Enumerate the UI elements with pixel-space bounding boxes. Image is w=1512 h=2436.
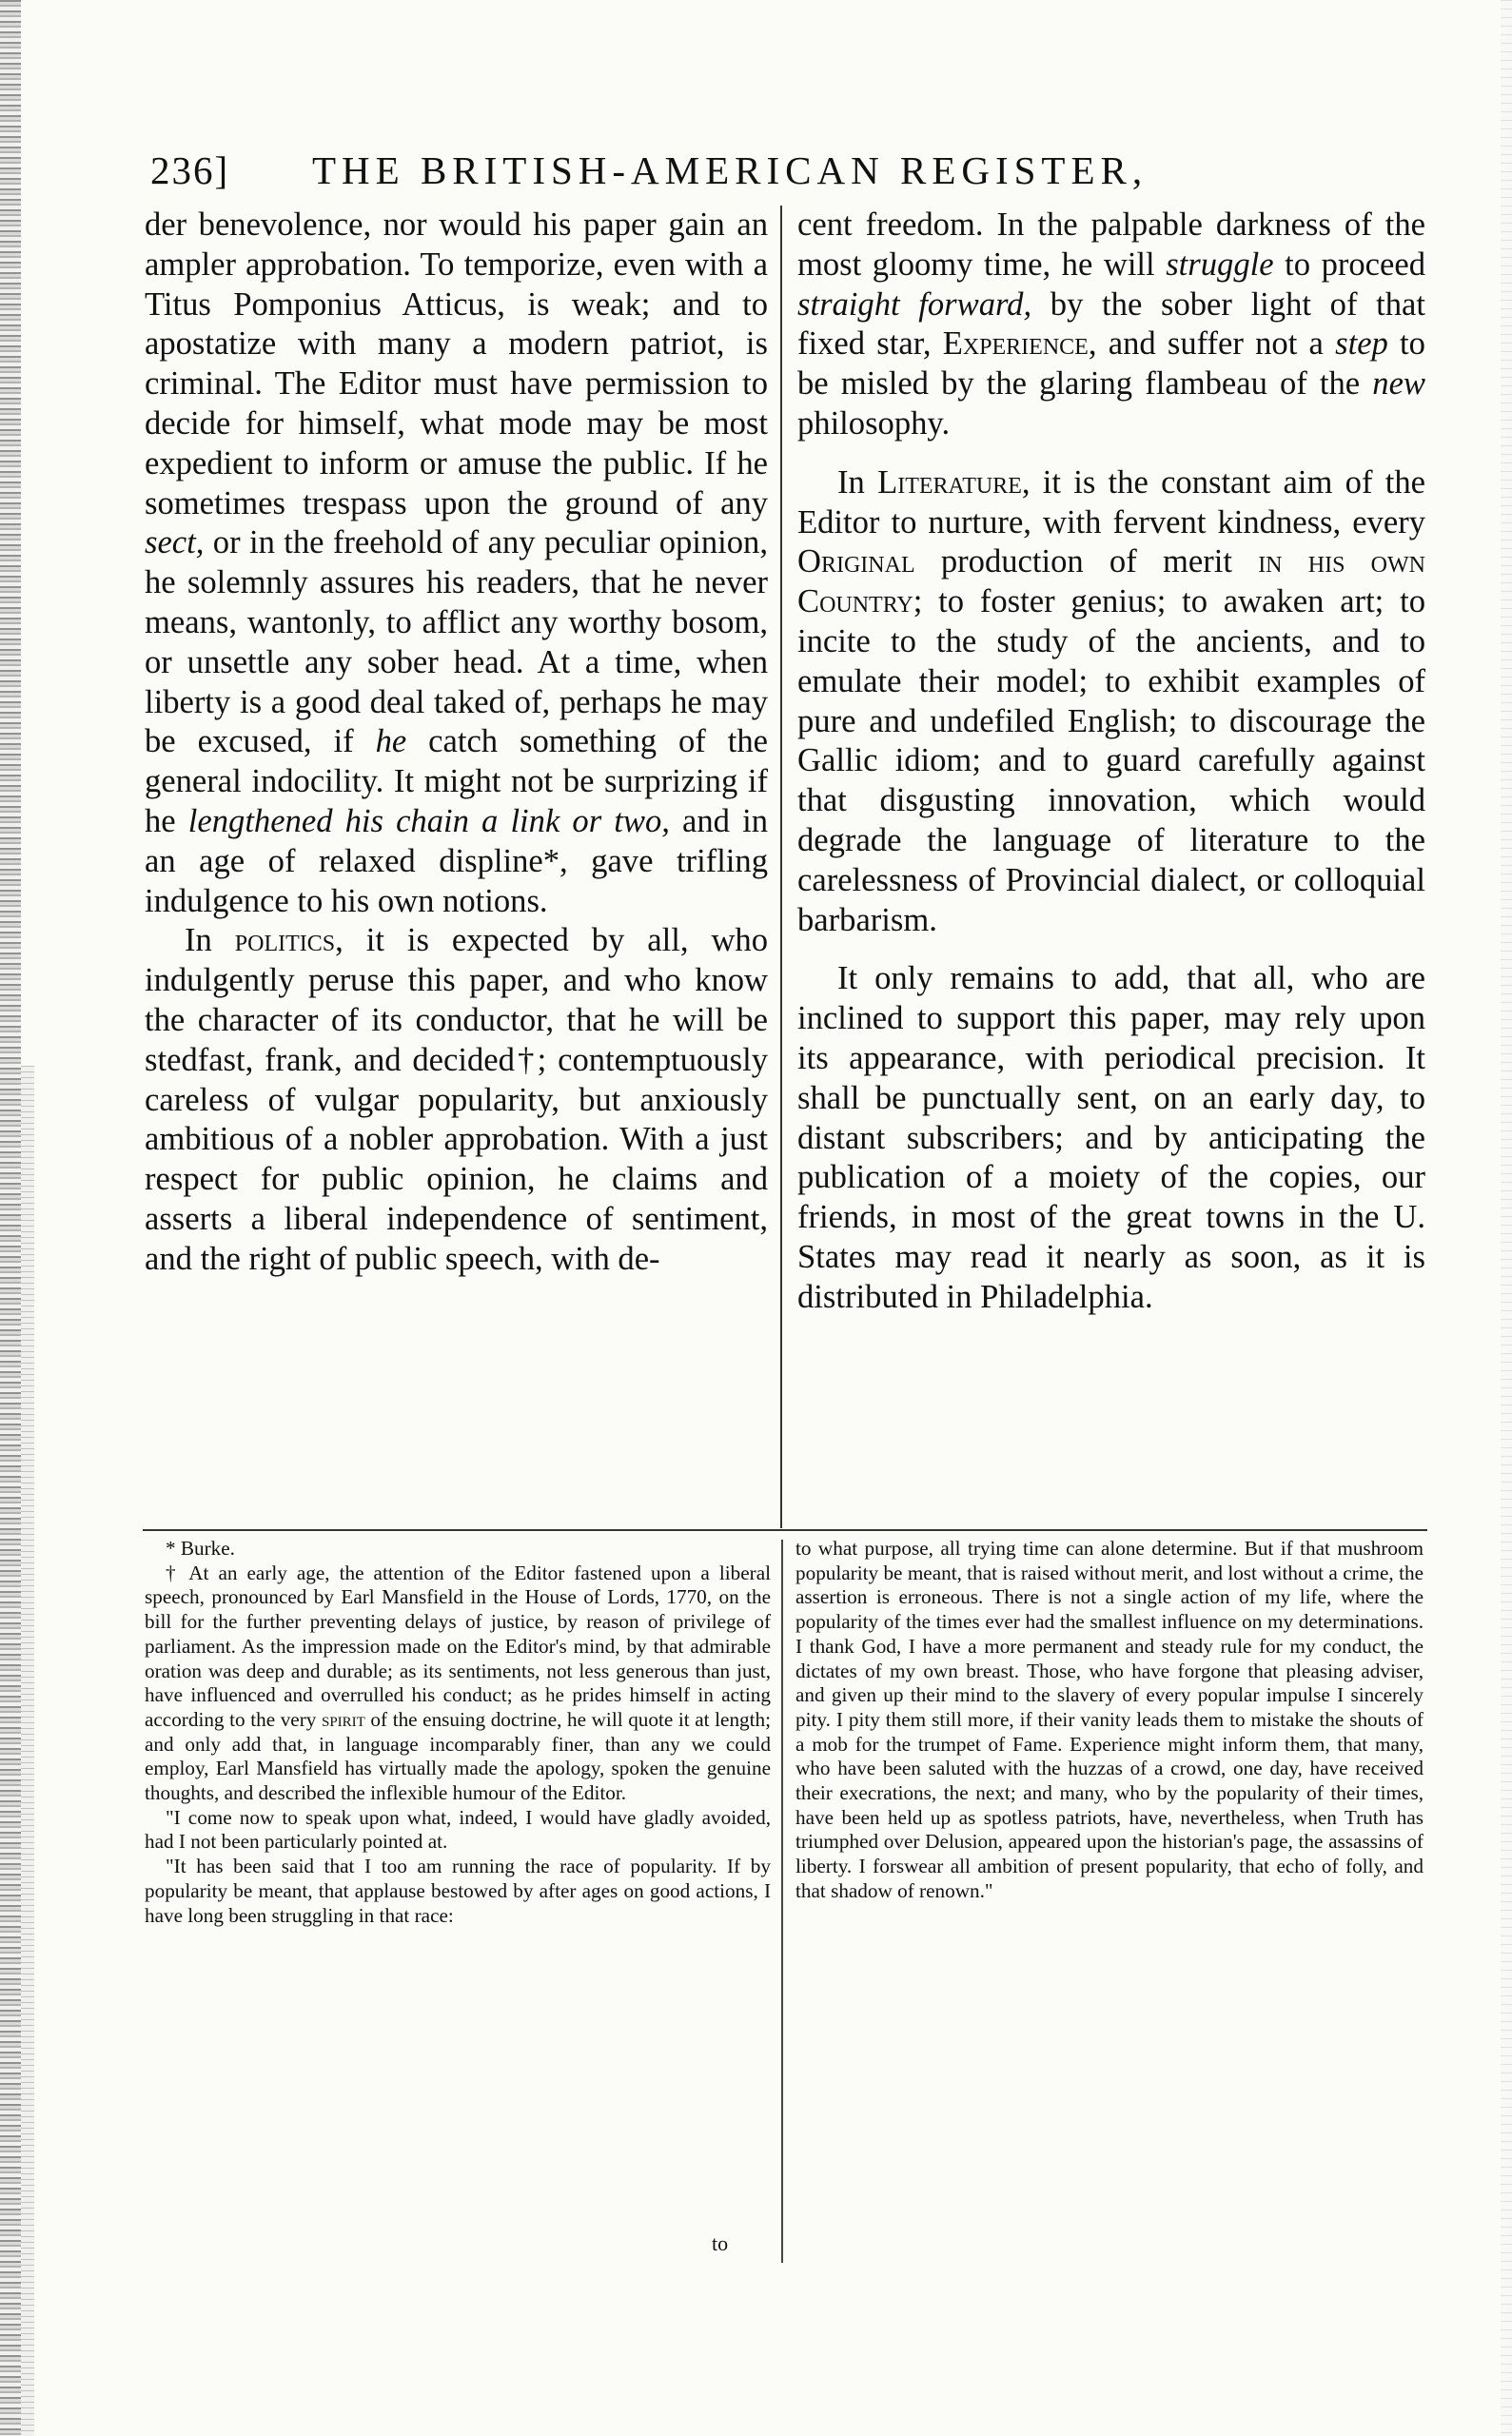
left-paragraph-1: der benevolence, nor would his paper gain an ampler approbation. To temporize, even with a Titus Pomponius Atticus, is weak; and to apostatize with many a modern patriot, is criminal. The Editor must have permission to decide for himself, what mode may be most expedient to inform or amuse the public. If he sometimes trespass upon the ground of any sect, or in the freehold of any peculiar opinion, he solemnly assures his readers, that he never means, wantonly, to afflict any worthy bosom, or unsettle any sober head. At a time, when liberty is a good deal taked of, perhaps he may be excused, if he catch something of the general indocility. It might not be surprizing if he lengthened his chain a link or two, and in an age of relaxed displine*, gave trifling indulgence to his own notions.: [145, 206, 768, 919]
scan-edge-right: [1501, 0, 1512, 2436]
footnote-rule: [143, 1529, 1427, 1531]
footnote-continuation: to what purpose, all trying time can alone determine. But if that mushroom popularity be meant, that is raised without merit, and lost without a crime, the assertion is erroneous. There is not a single action of my life, where the popularity of the times ever had the smallest influence on my determinations. I thank God, I have a more permanent and steady rule for my conduct, the dictates of my own breast. Those, who have forgone that pleasing adviser, and given up their mind to the slavery of every popular impulse I sincerely pity. I pity them still more, if their vanity leads them to mistake the shouts of a mob for the trumpet of Fame. Experience might inform them, that many, who have been saluted with the huzzas of a crowd, one day, have received their execrations, the next; and many, who by the popularity of their times, have been held up as spotless patriots, have, nevertheless, when Truth has triumphed over Delusion, appeared upon the historian's page, the assassins of liberty. I forswear all ambition of present popularity, that echo of folly, and that shadow of renown.": [795, 1537, 1424, 1902]
column-divider: [780, 206, 782, 1528]
page-title: THE BRITISH-AMERICAN REGISTER,: [312, 148, 1149, 192]
footnotes-right: [795, 1537, 1424, 1904]
footnotes-left: [145, 1537, 771, 1928]
scan-edge-left: [0, 0, 21, 2436]
footnote-column-divider: [781, 1540, 783, 2263]
right-paragraph-literature: In Literature, it is the constant aim of the Editor to nurture, with fervent kindness, every Original production of merit in his own Country; to foster genius; to awaken art; to incite to the study of the ancients, and to emulate their model; to exhibit examples of pure and undefiled English; to discourage the Gallic idiom; and to guard carefully against that disgusting innovation, which would degrade the language of literature to the carelessness of Provincial dialect, or colloquial barbarism.: [797, 463, 1425, 938]
footnote-quote-1: "I come now to speak upon what, indeed, I would have gladly avoided, had I not been particularly pointed at.: [145, 1805, 771, 1854]
left-column: [145, 206, 768, 1280]
catchword: to: [712, 2231, 729, 2255]
footnote-dagger: † At an early age, the attention of the Editor fastened upon a liberal speech, pronounced by Earl Mansfield in the House of Lords, 1770, on the bill for the further preventing delays of justice, by reason of privilege of parliament. As the impression made on the Editor's mind, by that admirable oration was deep and durable; as its sentiments, not less generous than just, have influenced and overrulled his conduct; as he prides himself in acting according to the very spirit of the ensuing doctrine, he will quote it at length; and only add that, in language incomparably finer, than any we could employ, Earl Mansfield has virtually made the apology, spoken the genuine thoughts, and described the inflexible humour of the Editor.: [145, 1561, 771, 1805]
right-paragraph-1: cent freedom. In the palpable darkness of the most gloomy time, he will struggle to proceed straight forward, by the sober light of that fixed star, Experience, and suffer not a step to be misled by the glaring flambeau of the new philosophy.: [797, 206, 1426, 442]
left-paragraph-politics: In politics, it is expected by all, who indulgently peruse this paper, and who know the character of its conductor, that he will be stedfast, frank, and decided†; contemptuously careless of vulgar popularity, but anxiously ambitious of a nobler approbation. With a just respect for public opinion, he claims and asserts a liberal independence of sentiment, and the right of public speech, with de-: [145, 922, 768, 1277]
scan-edge-left-inner: [21, 1066, 34, 2436]
page-number: 236]: [150, 148, 230, 192]
right-paragraph-closing: It only remains to add, that all, who are inclined to support this paper, may rely upon its appearance, with periodical precision. It shall be punctually sent, on an early day, to distant subscribers; and by anticipating the publication of a moiety of the copies, our friends, in most of the great towns in the U. States may read it nearly as soon, as it is distributed in Philadelphia.: [797, 960, 1425, 1315]
footnote-star: * Burke.: [166, 1537, 235, 1560]
running-header: [150, 147, 1321, 205]
footnote-quote-2: "It has been said that I too am running the race of popularity. If by popularity be meant, that applause bestowed by after ages on good actions, I have long been struggling in that race:: [145, 1855, 771, 1927]
right-column: [797, 206, 1425, 1318]
